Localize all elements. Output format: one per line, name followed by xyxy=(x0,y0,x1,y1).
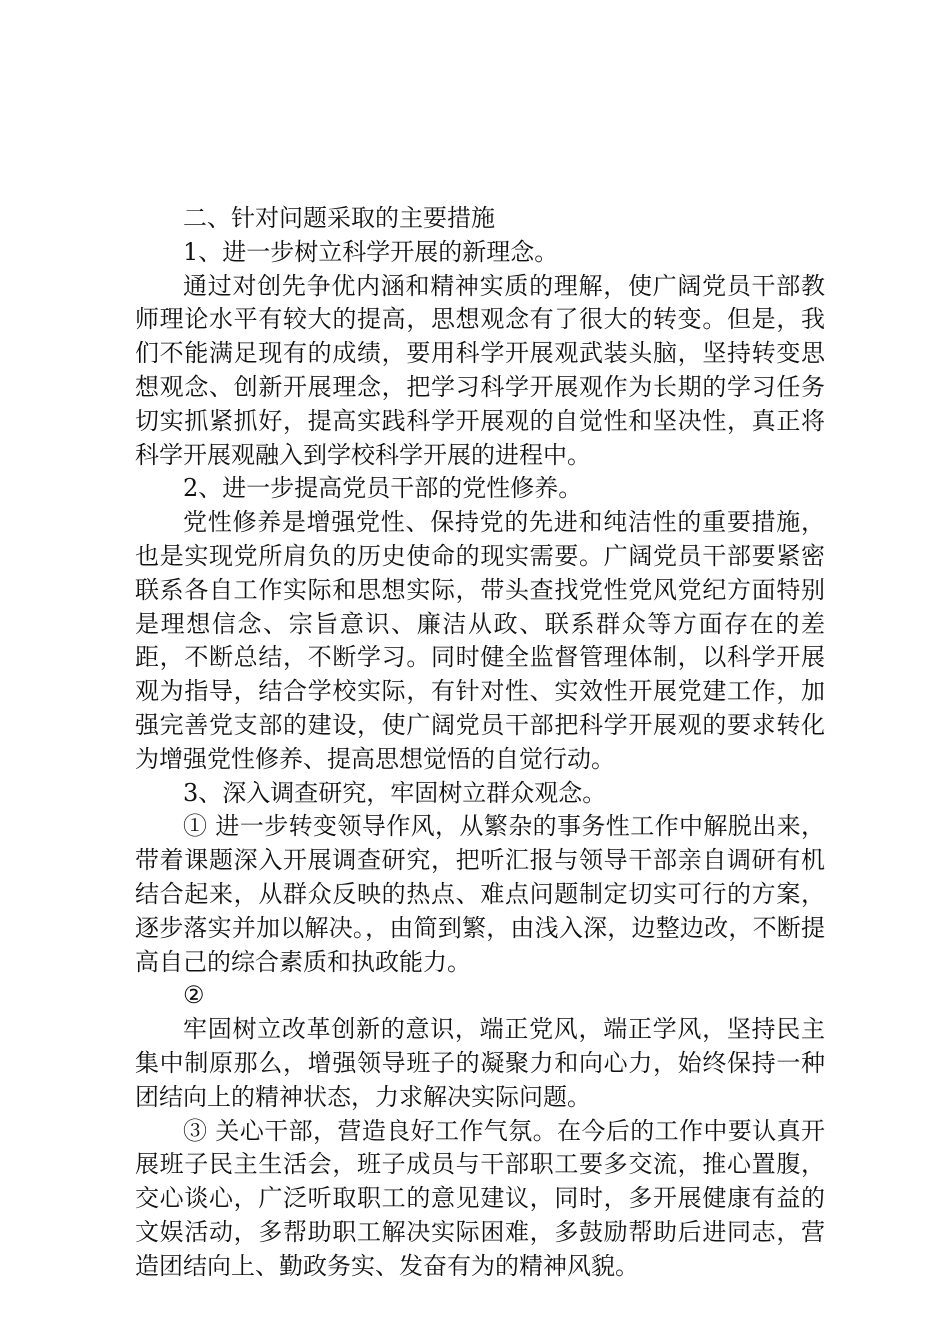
list-item-2: 牢固树立改革创新的意识，端正党风，端正学风，坚持民主集中制原那么，增强领导班子的凝聚力和向心力，始终保持一种团结向上的精神状态，力求解决实际问题。 xyxy=(135,1015,825,1111)
section-heading: 二、针对问题采取的主要措施 xyxy=(183,204,495,232)
subheading-1: 1、进一步树立科学开展的新理念。 xyxy=(183,237,559,266)
list-item-2-marker: ② xyxy=(183,981,205,1010)
list-item-3: ③ 关心干部，营造良好工作气氛。在今后的工作中要认真开展班子民主生活会，班子成员与干部职工要多交流，推心置腹，交心谈心，广泛听取职工的意见建议，同时，多开展健康有益的文娱活动，多帮助职工解决实际困难，多鼓励帮助后进同志，营造团结向上、勤政务实、发奋有为的精神风貌。 xyxy=(135,1116,825,1280)
paragraph-1: 通过对创先争优内涵和精神实质的理解，使广阔党员干部教师理论水平有较大的提高，思想观念有了很大的转变。但是，我们不能满足现有的成绩，要用科学开展观武装头脑，坚持转变思想观念、创新开展理念，把学习科学开展观作为长期的学习任务切实抓紧抓好，提高实践科学开展观的自觉性和坚决性，真正将科学开展观融入到学校科学开展的进程中。 xyxy=(135,271,825,469)
list-item-1: ① 进一步转变领导作风，从繁杂的事务性工作中解脱出来，带着课题深入开展调查研究，把听汇报与领导干部亲自调研有机结合起来，从群众反映的热点、难点问题制定切实可行的方案，逐步落实并加以解决。，由简到繁，由浅入深，边整边改，不断提高自己的综合素质和执政能力。 xyxy=(135,812,825,976)
document-body xyxy=(135,202,825,1284)
subheading-3: 3、深入调查研究，牢固树立群众观念。 xyxy=(183,778,607,807)
subheading-2: 2、进一步提高党员干部的党性修养。 xyxy=(183,474,583,503)
paragraph-2: 党性修养是增强党性、保持党的先进和纯洁性的重要措施，也是实现党所肩负的历史使命的现实需要。广阔党员干部要紧密联系各自工作实际和思想实际，带头查找党性党风党纪方面特别是理想信念、宗旨意识、廉洁从政、联系群众等方面存在的差距，不断总结，不断学习。同时健全监督管理体制，以科学开展观为指导，结合学校实际，有针对性、实效性开展党建工作，加强完善党支部的建设，使广阔党员干部把科学开展观的要求转化为增强党性修养、提高思想觉悟的自觉行动。 xyxy=(135,508,825,773)
